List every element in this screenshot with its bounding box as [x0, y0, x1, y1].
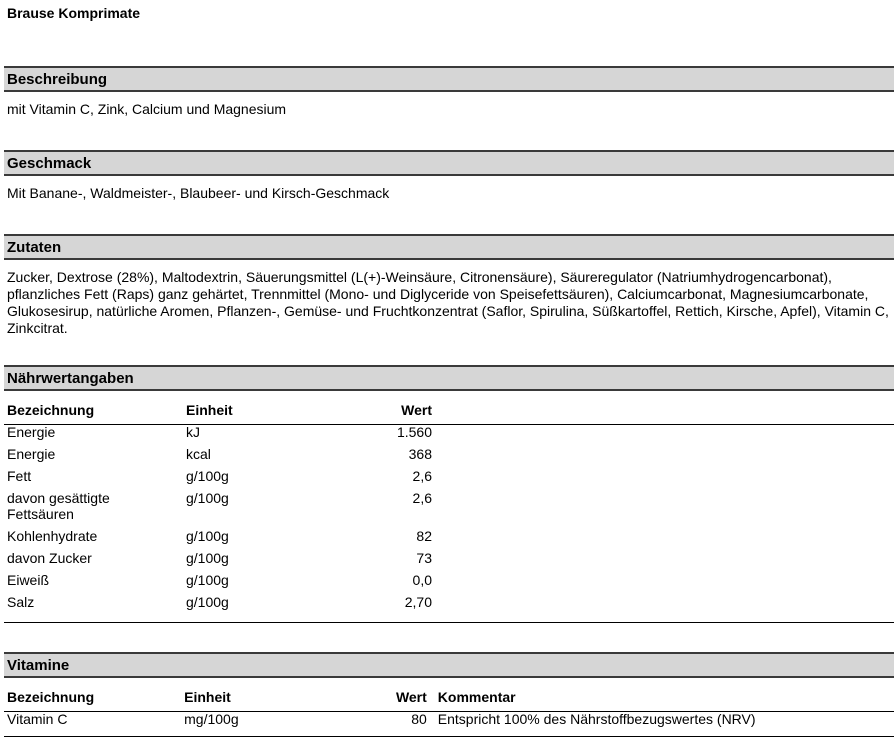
table-bottom-rule — [4, 622, 894, 623]
cell-name: Salz — [7, 594, 35, 610]
vitamin-table — [4, 686, 894, 730]
cell-unit: g/100g — [186, 468, 229, 484]
cell-value: 368 — [408, 446, 432, 462]
table-bottom-rule — [4, 736, 894, 737]
column-header-name: Bezeichnung — [7, 402, 95, 418]
cell-unit: kcal — [186, 446, 211, 462]
table-row — [4, 487, 435, 525]
cell-value: 0,0 — [412, 572, 432, 588]
zutaten-text: Zucker, Dextrose (28%), Maltodextrin, Säuerungsmittel (L(+)-Weinsäure, Citronensäure), Säureregulator (Natriumhydrogencarbonat), pflanzliches Fett (Raps) ganz gehärtet, Trennmittel (Mono- und Diglyceride von Speisefettsäuren), Calciumcarbonat, Magnesiumcarbonate, Glukosesirup, natürliche Aromen, Pflanzen-, Gemüse- und Fruchtkonzentrat (Saflor, Spirulina, Süßkartoffel, Rettich, Kirsche, Apfel), Vitamin C, Zinkcitrat. — [7, 269, 889, 336]
column-header-name: Bezeichnung — [7, 689, 95, 705]
cell-name: Kohlenhydrate — [7, 528, 98, 544]
table-header-rule — [4, 424, 894, 425]
geschmack-text: Mit Banane-, Waldmeister-, Blaubeer- und Kirsch-Geschmack — [7, 185, 390, 201]
cell-value: 2,6 — [412, 490, 432, 506]
cell-unit: g/100g — [186, 490, 229, 506]
cell-unit: g/100g — [186, 594, 229, 610]
cell-name: Energie — [7, 446, 56, 462]
table-row — [4, 591, 435, 613]
section-heading: Nährwertangaben — [7, 370, 134, 387]
column-header-value: Wert — [401, 402, 432, 418]
cell-unit: g/100g — [186, 550, 229, 566]
cell-value: 73 — [416, 550, 432, 566]
section-header-vitamine — [4, 652, 894, 678]
table-header-rule — [4, 711, 894, 712]
column-header-unit: Einheit — [184, 689, 231, 705]
naehrwert-table — [4, 399, 435, 613]
cell-comment: Entspricht 100% des Nährstoffbezugswertes (NRV) — [437, 711, 756, 727]
section-heading: Vitamine — [7, 657, 70, 674]
section-heading: Beschreibung — [7, 71, 108, 88]
cell-unit: g/100g — [186, 528, 229, 544]
section-header-zutaten — [4, 234, 894, 260]
column-header-value: Wert — [395, 689, 427, 705]
cell-name: davon gesättigte Fettsäuren — [7, 490, 110, 522]
table-row — [4, 547, 435, 569]
cell-name: davon Zucker — [7, 550, 92, 566]
cell-name: Eiweiß — [7, 572, 50, 588]
table-header-row — [4, 399, 435, 421]
table-row — [4, 525, 435, 547]
beschreibung-text: mit Vitamin C, Zink, Calcium und Magnesium — [7, 101, 287, 117]
cell-value: 80 — [411, 711, 427, 727]
cell-value: 2,70 — [404, 594, 432, 610]
cell-value: 2,6 — [412, 468, 432, 484]
section-header-geschmack — [4, 150, 894, 176]
section-heading: Zutaten — [7, 239, 62, 256]
table-row — [4, 443, 435, 465]
table-header-row — [4, 686, 894, 708]
cell-unit: g/100g — [186, 572, 229, 588]
cell-name: Vitamin C — [7, 711, 68, 727]
cell-unit: mg/100g — [184, 711, 239, 727]
cell-name: Fett — [7, 468, 32, 484]
naehrwert-table-body — [4, 421, 435, 613]
section-header-naehrwerte — [4, 365, 894, 391]
section-heading: Geschmack — [7, 155, 92, 172]
cell-value: 1.560 — [396, 424, 432, 440]
column-header-unit: Einheit — [186, 402, 233, 418]
cell-name: Energie — [7, 424, 56, 440]
page-title: Brause Komprimate — [7, 5, 141, 21]
cell-unit: kJ — [186, 424, 200, 440]
table-row — [4, 569, 435, 591]
column-header-comment: Kommentar — [437, 689, 516, 705]
cell-value: 82 — [416, 528, 432, 544]
table-row — [4, 465, 435, 487]
section-header-beschreibung — [4, 66, 894, 92]
